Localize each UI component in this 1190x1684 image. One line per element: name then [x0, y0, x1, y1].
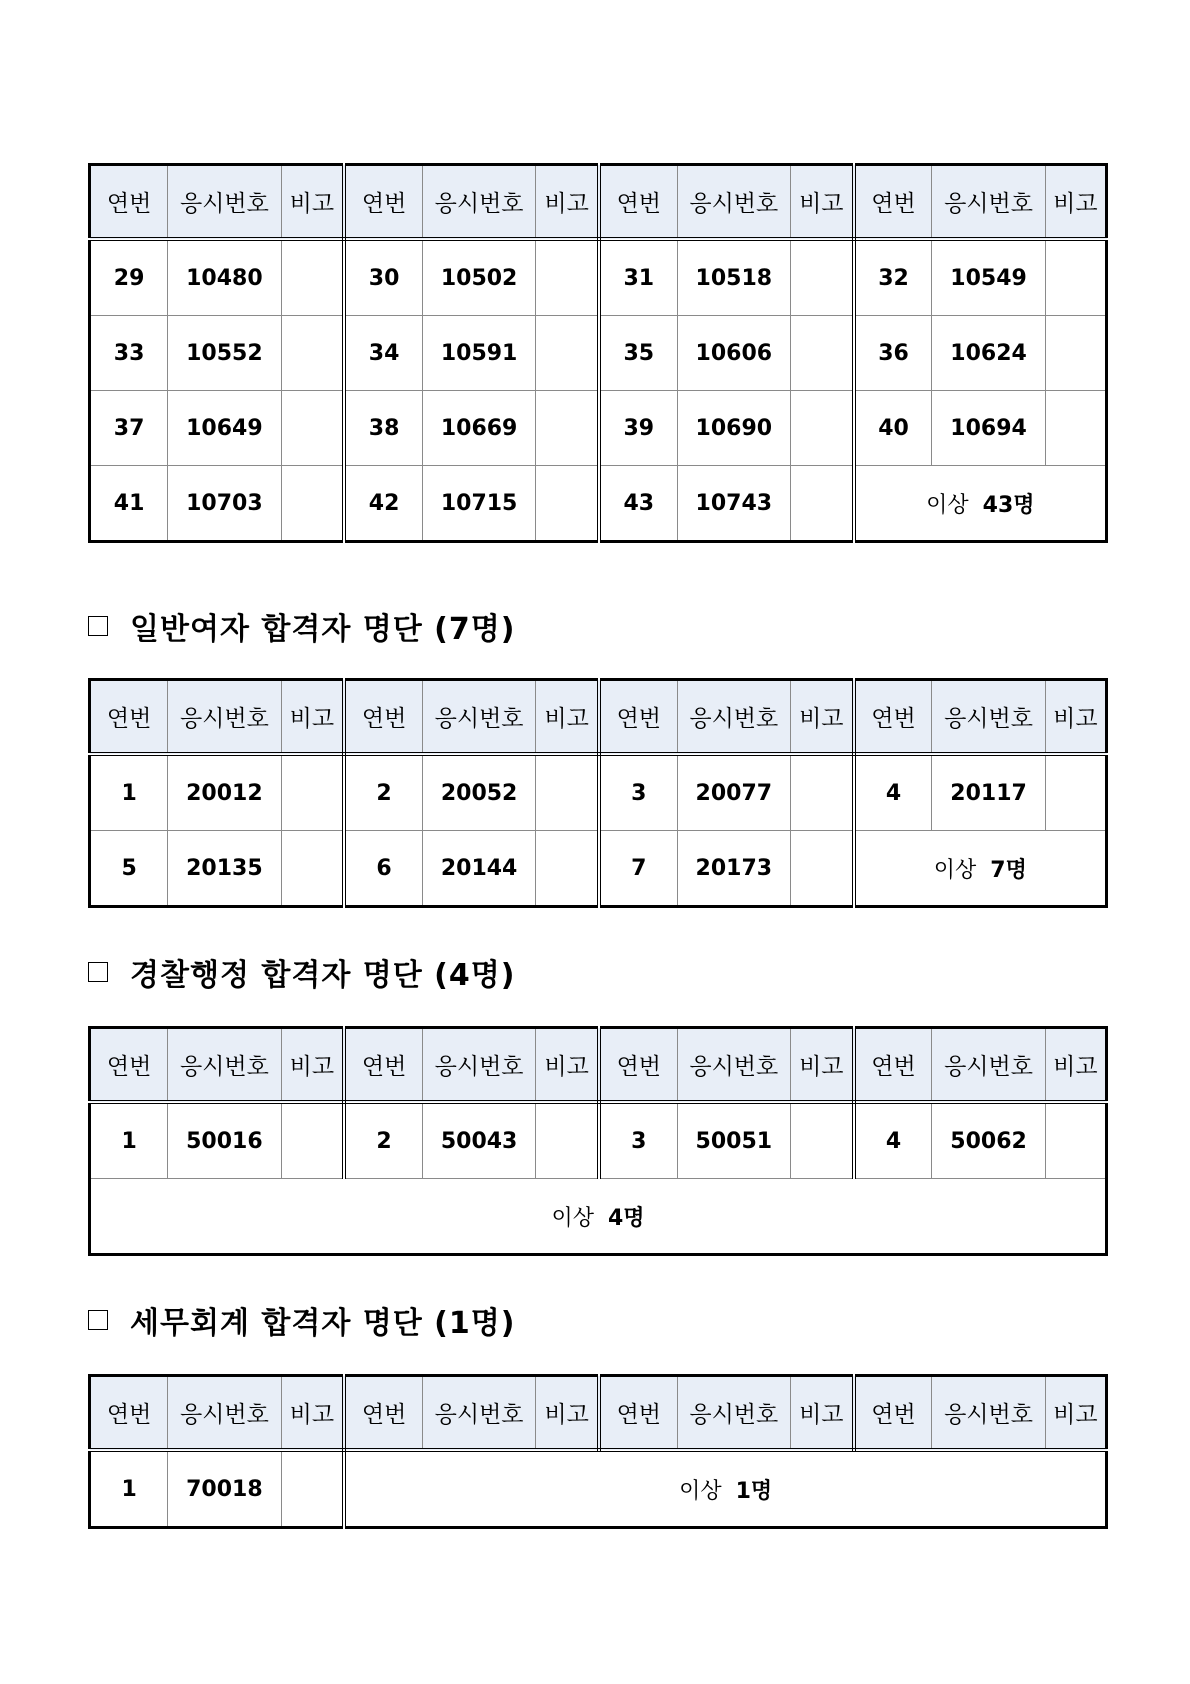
- exam-number-cell: 10502: [422, 239, 535, 316]
- note-cell: [1045, 754, 1106, 831]
- note-cell: [1045, 239, 1106, 316]
- col-header-note: 비고: [536, 165, 599, 240]
- roster-table-tax-accounting: [88, 1374, 1108, 1529]
- table-row: [90, 1179, 1107, 1255]
- col-header-note: 비고: [281, 1028, 344, 1103]
- col-header-no: 연번: [599, 1028, 677, 1103]
- note-cell: [536, 391, 599, 466]
- note-cell: [790, 391, 853, 466]
- note-cell: [281, 391, 344, 466]
- summary-count: 7명: [990, 857, 1027, 883]
- section-heading-general-female: [88, 604, 515, 648]
- exam-number-cell: 10591: [422, 316, 535, 391]
- note-cell: [281, 831, 344, 907]
- col-header-num: 응시번호: [168, 680, 281, 755]
- table-row: [90, 239, 1107, 316]
- header-row: [90, 1028, 1107, 1103]
- summary-prefix: 이상: [679, 1478, 722, 1504]
- seq-cell: 43: [599, 466, 677, 542]
- table-row: [90, 466, 1107, 542]
- note-cell: [536, 316, 599, 391]
- note-cell: [790, 239, 853, 316]
- col-header-num: 응시번호: [677, 1028, 790, 1103]
- note-cell: [790, 466, 853, 542]
- col-header-num: 응시번호: [168, 1028, 281, 1103]
- col-header-num: 응시번호: [168, 1376, 281, 1451]
- seq-cell: 4: [854, 754, 932, 831]
- col-header-num: 응시번호: [168, 165, 281, 240]
- table-row: [90, 1450, 1107, 1528]
- section-title: 일반여자 합격자 명단 (7명): [130, 612, 516, 647]
- exam-number-cell: 20012: [168, 754, 281, 831]
- header-row: [90, 1376, 1107, 1451]
- col-header-no: 연번: [854, 680, 932, 755]
- header-row: [90, 165, 1107, 240]
- col-header-note: 비고: [790, 165, 853, 240]
- col-header-note: 비고: [1045, 680, 1106, 755]
- col-header-num: 응시번호: [932, 165, 1045, 240]
- col-header-num: 응시번호: [422, 680, 535, 755]
- seq-cell: 7: [599, 831, 677, 907]
- exam-number-cell: 50051: [677, 1102, 790, 1179]
- note-cell: [790, 316, 853, 391]
- note-cell: [281, 466, 344, 542]
- col-header-note: 비고: [790, 680, 853, 755]
- col-header-no: 연번: [344, 165, 422, 240]
- col-header-note: 비고: [1045, 1376, 1106, 1451]
- seq-cell: 34: [344, 316, 422, 391]
- col-header-note: 비고: [281, 165, 344, 240]
- header-row: [90, 680, 1107, 755]
- col-header-num: 응시번호: [422, 1376, 535, 1451]
- exam-number-cell: 10480: [168, 239, 281, 316]
- exam-number-cell: 20117: [932, 754, 1045, 831]
- section-heading-tax-accounting: [88, 1298, 515, 1342]
- seq-cell: 3: [599, 754, 677, 831]
- exam-number-cell: 50016: [168, 1102, 281, 1179]
- seq-cell: 32: [854, 239, 932, 316]
- exam-number-cell: 10694: [932, 391, 1045, 466]
- note-cell: [790, 754, 853, 831]
- table-row: [90, 754, 1107, 831]
- seq-cell: 40: [854, 391, 932, 466]
- col-header-no: 연번: [344, 1376, 422, 1451]
- seq-cell: 5: [90, 831, 168, 907]
- col-header-no: 연번: [344, 680, 422, 755]
- roster-table-police-admin: [88, 1026, 1108, 1256]
- note-cell: [790, 831, 853, 907]
- seq-cell: 31: [599, 239, 677, 316]
- table-row: [90, 831, 1107, 907]
- note-cell: [536, 239, 599, 316]
- seq-cell: 37: [90, 391, 168, 466]
- exam-number-cell: 10690: [677, 391, 790, 466]
- exam-number-cell: 10743: [677, 466, 790, 542]
- seq-cell: 6: [344, 831, 422, 907]
- col-header-no: 연번: [599, 680, 677, 755]
- seq-cell: 1: [90, 754, 168, 831]
- col-header-note: 비고: [281, 1376, 344, 1451]
- col-header-note: 비고: [1045, 165, 1106, 240]
- col-header-no: 연번: [90, 1028, 168, 1103]
- col-header-num: 응시번호: [932, 680, 1045, 755]
- table-row: [90, 1102, 1107, 1179]
- exam-number-cell: 20077: [677, 754, 790, 831]
- note-cell: [281, 239, 344, 316]
- exam-number-cell: 70018: [168, 1450, 281, 1528]
- exam-number-cell: 10649: [168, 391, 281, 466]
- exam-number-cell: 20144: [422, 831, 535, 907]
- col-header-num: 응시번호: [677, 1376, 790, 1451]
- col-header-note: 비고: [790, 1028, 853, 1103]
- seq-cell: 2: [344, 1102, 422, 1179]
- note-cell: [536, 754, 599, 831]
- col-header-no: 연번: [854, 1028, 932, 1103]
- roster-table-1: [88, 163, 1108, 543]
- seq-cell: 42: [344, 466, 422, 542]
- exam-number-cell: 10549: [932, 239, 1045, 316]
- summary-count: 1명: [735, 1478, 773, 1504]
- col-header-no: 연번: [599, 165, 677, 240]
- col-header-no: 연번: [854, 1376, 932, 1451]
- note-cell: [1045, 1102, 1106, 1179]
- exam-number-cell: 20052: [422, 754, 535, 831]
- exam-number-cell: 10669: [422, 391, 535, 466]
- table-row: [90, 316, 1107, 391]
- col-header-no: 연번: [90, 680, 168, 755]
- summary-count: 4명: [607, 1205, 645, 1231]
- seq-cell: 33: [90, 316, 168, 391]
- note-cell: [1045, 316, 1106, 391]
- summary-prefix: 이상: [933, 857, 977, 883]
- seq-cell: 41: [90, 466, 168, 542]
- seq-cell: 4: [854, 1102, 932, 1179]
- col-header-note: 비고: [790, 1376, 853, 1451]
- summary-total: [854, 466, 1107, 542]
- seq-cell: 30: [344, 239, 422, 316]
- seq-cell: 38: [344, 391, 422, 466]
- seq-cell: 2: [344, 754, 422, 831]
- summary-total: [344, 1450, 1106, 1528]
- note-cell: [281, 1450, 344, 1528]
- note-cell: [1045, 391, 1106, 466]
- exam-number-cell: 20173: [677, 831, 790, 907]
- seq-cell: 36: [854, 316, 932, 391]
- exam-number-cell: 10703: [168, 466, 281, 542]
- summary-total: [90, 1179, 1107, 1255]
- exam-number-cell: 50062: [932, 1102, 1045, 1179]
- summary-prefix: 이상: [551, 1205, 594, 1231]
- note-cell: [281, 1102, 344, 1179]
- exam-number-cell: 10715: [422, 466, 535, 542]
- roster-table-general-female: [88, 678, 1108, 908]
- note-cell: [790, 1102, 853, 1179]
- col-header-num: 응시번호: [422, 165, 535, 240]
- section-title: 경찰행정 합격자 명단 (4명): [130, 958, 516, 993]
- col-header-no: 연번: [344, 1028, 422, 1103]
- note-cell: [536, 1102, 599, 1179]
- col-header-note: 비고: [536, 1028, 599, 1103]
- col-header-note: 비고: [536, 680, 599, 755]
- note-cell: [536, 466, 599, 542]
- exam-number-cell: 10518: [677, 239, 790, 316]
- checkbox-square-icon: [88, 1310, 108, 1330]
- exam-number-cell: 10606: [677, 316, 790, 391]
- note-cell: [281, 754, 344, 831]
- seq-cell: 39: [599, 391, 677, 466]
- table-row: [90, 391, 1107, 466]
- col-header-num: 응시번호: [422, 1028, 535, 1103]
- note-cell: [281, 316, 344, 391]
- checkbox-square-icon: [88, 616, 108, 636]
- exam-number-cell: 10552: [168, 316, 281, 391]
- summary-prefix: 이상: [926, 492, 969, 518]
- col-header-num: 응시번호: [932, 1376, 1045, 1451]
- col-header-no: 연번: [90, 165, 168, 240]
- col-header-no: 연번: [90, 1376, 168, 1451]
- section-heading-police-admin: [88, 950, 515, 994]
- col-header-num: 응시번호: [932, 1028, 1045, 1103]
- summary-total: [854, 831, 1107, 907]
- summary-count: 43명: [982, 492, 1035, 518]
- note-cell: [536, 831, 599, 907]
- exam-number-cell: 20135: [168, 831, 281, 907]
- seq-cell: 3: [599, 1102, 677, 1179]
- col-header-note: 비고: [536, 1376, 599, 1451]
- col-header-note: 비고: [1045, 1028, 1106, 1103]
- section-title: 세무회계 합격자 명단 (1명): [130, 1306, 516, 1341]
- exam-number-cell: 50043: [422, 1102, 535, 1179]
- col-header-note: 비고: [281, 680, 344, 755]
- exam-number-cell: 10624: [932, 316, 1045, 391]
- seq-cell: 35: [599, 316, 677, 391]
- seq-cell: 1: [90, 1450, 168, 1528]
- col-header-no: 연번: [599, 1376, 677, 1451]
- seq-cell: 1: [90, 1102, 168, 1179]
- col-header-num: 응시번호: [677, 165, 790, 240]
- col-header-num: 응시번호: [677, 680, 790, 755]
- col-header-no: 연번: [854, 165, 932, 240]
- seq-cell: 29: [90, 239, 168, 316]
- checkbox-square-icon: [88, 962, 108, 982]
